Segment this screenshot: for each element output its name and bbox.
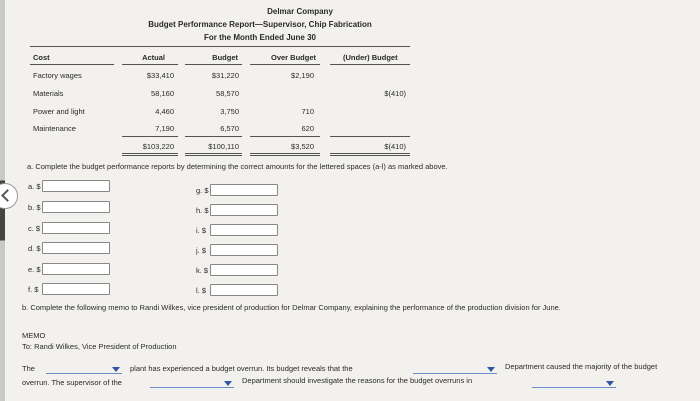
report-period: For the Month Ended June 30: [203, 33, 316, 42]
total-rule: [185, 153, 242, 154]
plant-dropdown[interactable]: [46, 364, 122, 374]
input-label-l: l. $: [196, 286, 207, 295]
total-rule: [330, 155, 410, 156]
input-label-b: b. $: [28, 203, 41, 212]
col-header-actual: Actual: [142, 53, 165, 62]
part-b-instruction: b. Complete the following memo to Randi Wilkes, vice president of production for Delmar Company, explaining the performance of the production division for June.: [22, 303, 561, 312]
row-under: $(410): [384, 89, 406, 98]
total-rule: [122, 155, 178, 156]
input-l[interactable]: [210, 284, 278, 296]
input-label-h: h. $: [196, 206, 209, 215]
row-budget: 58,570: [216, 89, 239, 98]
row-cost-label: Materials: [33, 89, 64, 98]
memo-text: Department caused the majority of the budget: [505, 362, 658, 371]
row-over: $2,190: [291, 71, 314, 80]
input-label-c: c. $: [28, 224, 41, 233]
input-h[interactable]: [210, 204, 278, 216]
memo-text: Department should investigate the reasons for the budget overruns in: [242, 376, 473, 385]
total-rule: [250, 155, 320, 156]
back-arrow-button[interactable]: [0, 183, 18, 209]
input-label-j: j. $: [196, 246, 207, 255]
total-rule: [250, 153, 320, 154]
department-dropdown[interactable]: [413, 364, 497, 374]
part-a-instruction: a. Complete the budget performance reports by determining the correct amounts for the lettered spaces (a-l) as marked above.: [27, 162, 448, 171]
row-actual: 58,160: [151, 89, 174, 98]
input-j[interactable]: [210, 244, 278, 256]
subtotal-rule: [250, 136, 320, 137]
row-over: 620: [301, 124, 314, 133]
total-over: $3,520: [291, 142, 314, 151]
report-title: Budget Performance Report—Supervisor, Chip Fabrication: [148, 20, 372, 29]
header-rule: [30, 46, 410, 47]
rule-over: [250, 64, 320, 65]
chevron-down-icon: [606, 381, 614, 386]
chevron-down-icon: [224, 381, 232, 386]
subtotal-rule: [185, 136, 242, 137]
col-header-over: Over Budget: [270, 53, 316, 62]
row-actual: $33,410: [146, 71, 174, 80]
total-rule: [122, 153, 178, 154]
input-label-i: i. $: [196, 226, 207, 235]
subtotal-rule: [122, 136, 178, 137]
col-header-budget: Budget: [212, 53, 238, 62]
input-b[interactable]: [42, 201, 110, 213]
memo-to: To: Randi Wilkes, Vice President of Production: [22, 342, 177, 351]
input-f[interactable]: [42, 283, 110, 295]
input-label-a: a. $: [28, 182, 41, 191]
total-rule: [185, 155, 242, 156]
row-cost-label: Maintenance: [33, 124, 76, 133]
rule-cost: [30, 64, 114, 65]
row-cost-label: Power and light: [33, 107, 85, 116]
subtotal-rule: [330, 136, 410, 137]
row-budget: 6,570: [220, 124, 239, 133]
input-k[interactable]: [210, 264, 278, 276]
input-label-e: e. $: [28, 265, 41, 274]
chevron-down-icon: [487, 367, 495, 372]
total-under: $(410): [384, 142, 406, 151]
col-header-under: (Under) Budget: [343, 53, 398, 62]
input-d[interactable]: [42, 242, 110, 254]
memo-text: plant has experienced a budget overrun. Its budget reveals that the: [130, 364, 353, 373]
memo-label: MEMO: [22, 331, 46, 340]
input-i[interactable]: [210, 224, 278, 236]
row-actual: 7,190: [155, 124, 174, 133]
rule-budget: [185, 64, 242, 65]
input-a[interactable]: [42, 180, 110, 192]
total-actual: $103,220: [142, 142, 174, 151]
overrun-cost-dropdown[interactable]: [532, 378, 616, 388]
row-budget: $31,220: [211, 71, 239, 80]
memo-text: The: [22, 364, 35, 373]
row-actual: 4,460: [155, 107, 174, 116]
total-budget: $100,110: [208, 142, 239, 151]
row-over: 710: [301, 107, 314, 116]
row-cost-label: Factory wages: [33, 71, 82, 80]
col-header-cost: Cost: [33, 53, 50, 62]
input-label-k: k. $: [196, 266, 209, 275]
input-label-d: d. $: [28, 244, 41, 253]
supervisor-department-dropdown[interactable]: [150, 378, 234, 388]
chevron-left-icon: [1, 189, 14, 202]
company-name: Delmar Company: [267, 7, 333, 16]
rule-actual: [122, 64, 178, 65]
chevron-down-icon: [112, 367, 120, 372]
total-rule: [330, 153, 410, 154]
input-e[interactable]: [42, 263, 110, 275]
memo-text: overrun. The supervisor of the: [22, 378, 122, 387]
input-g[interactable]: [210, 184, 278, 196]
row-budget: 3,750: [220, 107, 239, 116]
input-label-g: g. $: [196, 186, 209, 195]
rule-under: [330, 64, 410, 65]
input-c[interactable]: [42, 222, 110, 234]
input-label-f: f. $: [28, 285, 39, 294]
